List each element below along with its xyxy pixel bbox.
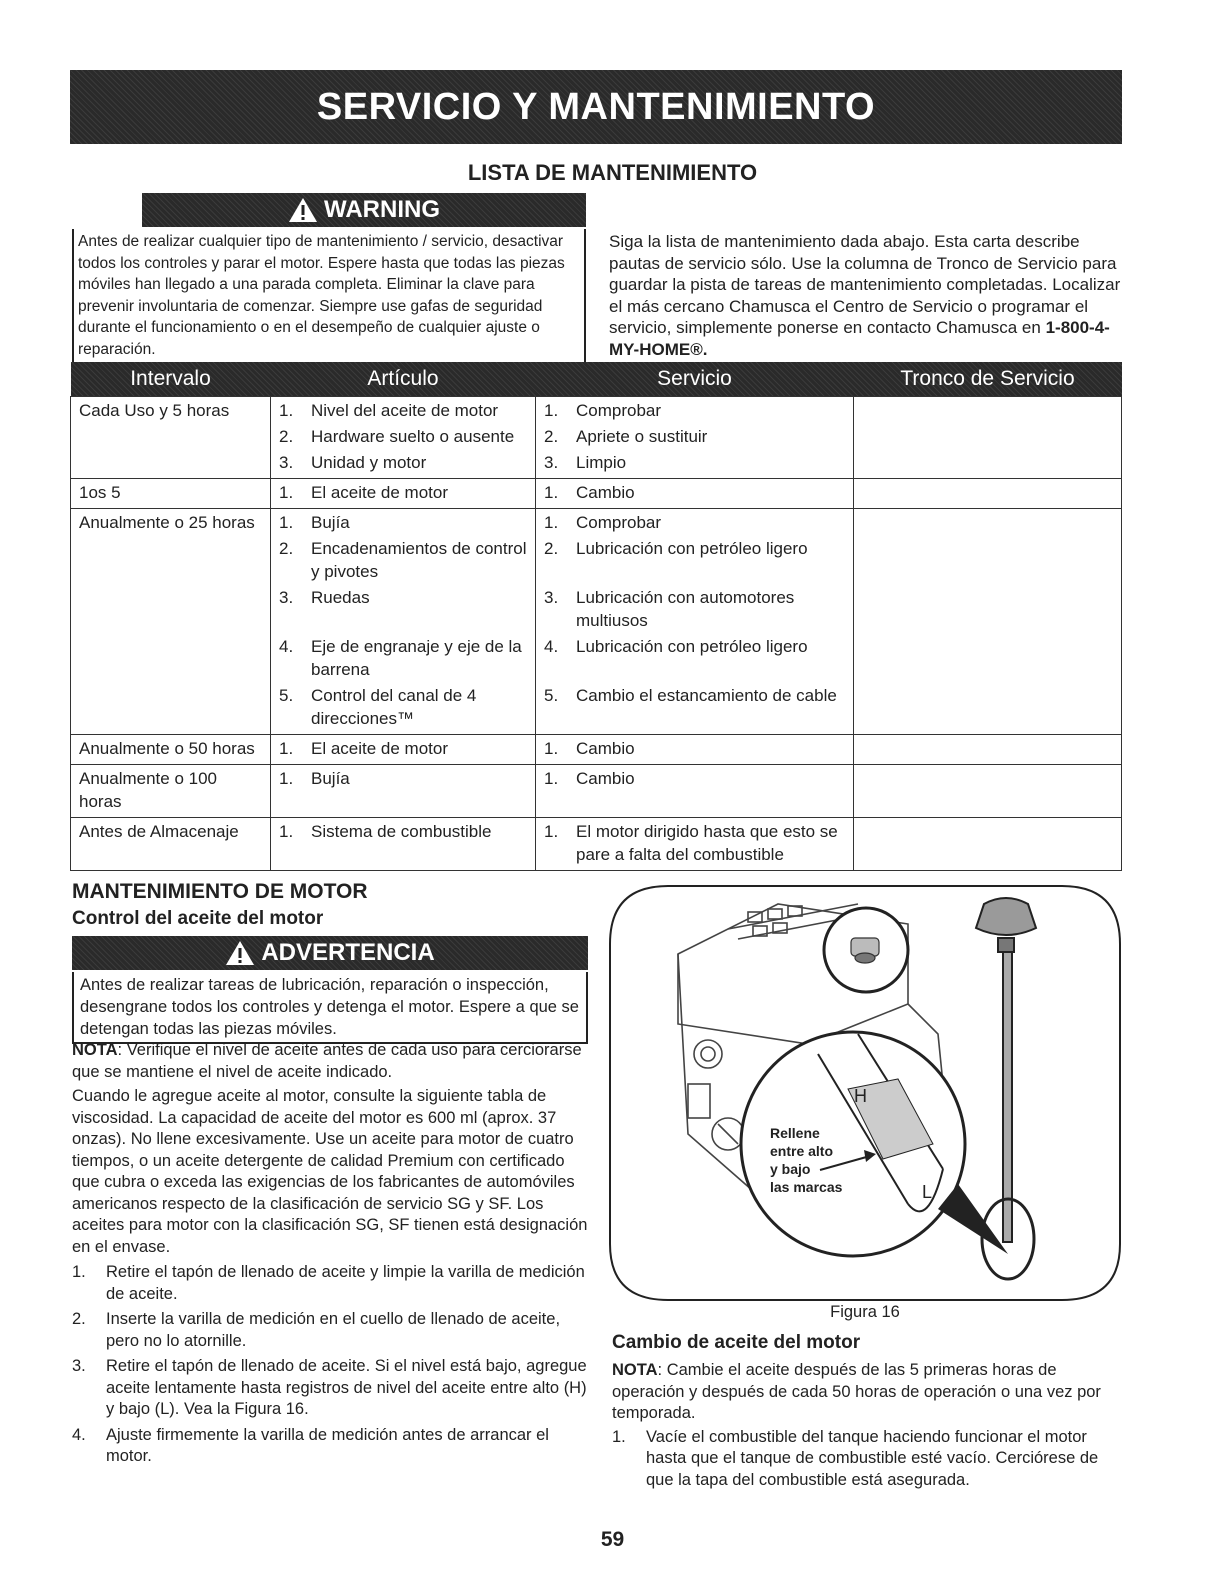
log-cell xyxy=(854,478,1122,508)
header-tronco: Tronco de Servicio xyxy=(900,366,1075,390)
step-text: Inserte la varilla de medición en el cuello de llenado de aceite, pero no lo atornille. xyxy=(106,1310,561,1350)
items-cell: 1. El aceite de motor xyxy=(271,734,536,764)
items-cell: 1. Sistema de combustible xyxy=(271,817,536,870)
svg-text:las marcas: las marcas xyxy=(770,1179,843,1195)
item-text: Ruedas xyxy=(311,587,370,607)
services-cell: 1. Cambio xyxy=(536,734,854,764)
interval-cell: Anualmente o 100 horas xyxy=(71,764,271,817)
intro-text: Siga la lista de mantenimiento dada abajo. Esta carta describe pautas de servicio sólo. Use la columna de Tronco de Servicio para guardar la pista de tareas de mantenimiento completadas. Localizar el más cercano Chamusca el Centro de Servicio o programar el servicio, simplemente ponerse en contacto Chamusca en xyxy=(609,232,1121,337)
item-text: Bujía xyxy=(311,512,350,532)
item-text: Control del canal de 4 direcciones™ xyxy=(311,685,477,728)
services-cell: 1. Cambio xyxy=(536,478,854,508)
item-text: Bujía xyxy=(311,768,350,788)
oil-change-heading: Cambio de aceite del motor xyxy=(612,1332,861,1353)
log-cell xyxy=(854,764,1122,817)
intro-paragraph xyxy=(609,231,1129,360)
services-cell: 1. El motor dirigido hasta que esto se pare a falta del combustible xyxy=(536,817,854,870)
interval-cell: Cada Uso y 5 horas xyxy=(71,396,271,478)
mark-l: L xyxy=(922,1182,933,1202)
nota-paragraph xyxy=(612,1360,1112,1425)
nota-text: : Verifique el nivel de aceite antes de cada uso para cerciorarse que se mantiene el nivel de aceite indicado. xyxy=(72,1041,582,1081)
service-text: Cambio xyxy=(576,738,635,758)
log-cell xyxy=(854,734,1122,764)
item-text: Hardware suelto o ausente xyxy=(311,426,515,446)
table-row xyxy=(71,817,1122,870)
viscosity-paragraph: Cuando le agregue aceite al motor, consulte la siguiente tabla de viscosidad. La capacidad de aceite del motor es 600 ml (aprox. 37 onzas). No llene excesivamente. Use un aceite para motor de cuatro tiempos, o un aceite detergente de calidad Premium con certificado que cubra o exceda las exigencias de los fabricantes de automóviles americanos respecto de la clasificación de servicio SG y SF. Los aceites para motor con la clasificación SG, SF tienen está designación en el envase. xyxy=(72,1087,588,1256)
step-text: Retire el tapón de llenado de aceite y limpie la varilla de medición de aceite. xyxy=(106,1263,585,1303)
maintenance-table xyxy=(70,362,1122,871)
item-text: Encadenamientos de control y pivotes xyxy=(311,538,527,581)
log-cell xyxy=(854,817,1122,870)
section-banner xyxy=(70,70,1122,144)
table-row xyxy=(71,396,1122,478)
figure-caption: Figura 16 xyxy=(830,1303,900,1321)
items-cell: 1. Bujía xyxy=(271,764,536,817)
svg-text:entre alto: entre alto xyxy=(770,1143,834,1159)
table-header-row xyxy=(71,362,1122,396)
svg-text:y bajo: y bajo xyxy=(770,1161,811,1177)
service-text: El motor dirigido hasta que esto se pare a falta del combustible xyxy=(576,821,838,864)
oil-cap-small xyxy=(851,938,879,963)
log-cell xyxy=(854,396,1122,478)
services-cell: 1. Cambio xyxy=(536,764,854,817)
items-cell: 1. Nivel del aceite de motor 2. Hardware suelto o ausente 3. Unidad y motor xyxy=(271,396,536,478)
oil-check-body xyxy=(72,1040,588,1468)
log-cell xyxy=(854,508,1122,734)
header-articulo: Artículo xyxy=(367,366,439,390)
interval-cell: 1os 5 xyxy=(71,478,271,508)
service-text: Cambio el estancamiento de cable xyxy=(576,685,837,705)
oil-change-body xyxy=(612,1360,1112,1491)
interval-cell: Anualmente o 25 horas xyxy=(71,508,271,734)
table-row xyxy=(71,478,1122,508)
list-item: 3. Retire el tapón de llenado de aceite. Si el nivel está bajo, agregue aceite lentamente hasta registros de nivel del aceite entre alto (H) y bajo (L). Vea la Figura 16. xyxy=(72,1356,588,1421)
item-text: Sistema de combustible xyxy=(311,821,492,841)
list-item: 4. Ajuste firmemente la varilla de medición antes de arrancar el motor. xyxy=(72,1425,588,1468)
advertencia-header xyxy=(72,936,588,970)
list-item: 1. Retire el tapón de llenado de aceite y limpie la varilla de medición de aceite. xyxy=(72,1262,588,1305)
figure-16-illustration xyxy=(608,884,1122,1302)
warning-triangle-icon xyxy=(288,197,318,223)
page-subtitle: LISTA DE MANTENIMIENTO xyxy=(467,160,758,185)
service-text: Lubricación con petróleo ligero xyxy=(576,636,808,656)
warning-label: WARNING xyxy=(324,196,440,223)
nota-paragraph xyxy=(72,1040,588,1083)
item-text: Eje de engranaje y eje de la barrena xyxy=(311,636,522,679)
banner-title: SERVICIO Y MANTENIMIENTO xyxy=(316,85,876,128)
header-servicio: Servicio xyxy=(657,366,732,390)
svg-text:Rellene: Rellene xyxy=(770,1125,820,1141)
item-text: Nivel del aceite de motor xyxy=(311,400,499,420)
dipstick-full xyxy=(976,898,1036,1242)
warning-header xyxy=(142,193,586,227)
interval-cell: Antes de Almacenaje xyxy=(71,817,271,870)
page-number: 59 xyxy=(600,1528,625,1551)
nota-label: NOTA xyxy=(612,1361,658,1379)
interval-cell: Anualmente o 50 horas xyxy=(71,734,271,764)
items-cell: 1. Bujía 2. Encadenamientos de control y pivotes 3. Ruedas 4. Eje de engranaje y eje de la barrena 5. Control del canal de 4 direcciones™ xyxy=(271,508,536,734)
mark-h: H xyxy=(854,1086,867,1106)
step-text: Retire el tapón de llenado de aceite. Si el nivel está bajo, agregue aceite lentamente hasta registros de nivel del aceite entre alto (H) y bajo (L). Vea la Figura 16. xyxy=(106,1357,587,1418)
nota-label: NOTA xyxy=(72,1041,118,1059)
service-text: Apriete o sustituir xyxy=(576,426,708,446)
table-row xyxy=(71,508,1122,734)
table-row xyxy=(71,764,1122,817)
intro-phone: 1-800-4-MY-HOME®. xyxy=(609,318,1110,359)
step-text: Vacíe el combustible del tanque haciendo funcionar el motor hasta que el tanque de combustible esté vacío. Cerciórese de que la tapa del combustible está asegurada. xyxy=(646,1427,1099,1489)
step-text: Ajuste firmemente la varilla de medición antes de arrancar el motor. xyxy=(106,1425,549,1465)
item-text: Unidad y motor xyxy=(311,452,427,472)
nota-text: : Cambie el aceite después de las 5 primeras horas de operación y después de cada 50 horas de operación o una vez por temporada. xyxy=(612,1361,1101,1422)
service-text: Comprobar xyxy=(576,512,662,532)
service-text: Lubricación con petróleo ligero xyxy=(576,538,808,558)
advertencia-text: Antes de realizar tareas de lubricación, reparación o inspección, desengrane todos los controles y detenga el motor. Espere a que se detengan todas las piezas móviles. xyxy=(72,972,588,1044)
advertencia-label: ADVERTENCIA xyxy=(261,939,435,966)
warning-text: Antes de realizar cualquier tipo de mantenimiento / servicio, desactivar todos los controles y parar el motor. Espere hasta que todas las piezas móviles han llegado a una parada completa. Eliminar la clave para prevenir involuntaria de comenzar. Siempre use gafas de seguridad durante el funcionamiento o en el desempeño de cualquier ajuste o reparación. xyxy=(72,229,586,364)
service-text: Lubricación con automotores multiusos xyxy=(576,587,795,630)
header-intervalo: Intervalo xyxy=(130,366,211,390)
list-item: 2. Inserte la varilla de medición en el cuello de llenado de aceite, pero no lo atornille. xyxy=(72,1309,588,1352)
table-row xyxy=(71,734,1122,764)
item-text: El aceite de motor xyxy=(311,738,449,758)
service-text: Cambio xyxy=(576,768,635,788)
list-item: 1. Vacíe el combustible del tanque haciendo funcionar el motor hasta que el tanque de combustible esté vacío. Cerciórese de que la tapa del combustible está asegurada. xyxy=(612,1427,1112,1492)
warning-triangle-icon xyxy=(225,940,255,966)
service-text: Comprobar xyxy=(576,400,662,420)
service-text: Limpio xyxy=(576,452,627,472)
services-cell: 1. Comprobar 2. Lubricación con petróleo ligero 3. Lubricación con automotores multiusos 4. Lubricación con petróleo ligero 5. Cambio el estancamiento de cable xyxy=(536,508,854,734)
services-cell: 1. Comprobar 2. Apriete o sustituir 3. Limpio xyxy=(536,396,854,478)
section-heading: MANTENIMIENTO DE MOTOR xyxy=(72,880,368,903)
items-cell: 1. El aceite de motor xyxy=(271,478,536,508)
sub-heading: Control del aceite del motor xyxy=(72,908,324,929)
service-text: Cambio xyxy=(576,482,635,502)
item-text: El aceite de motor xyxy=(311,482,449,502)
